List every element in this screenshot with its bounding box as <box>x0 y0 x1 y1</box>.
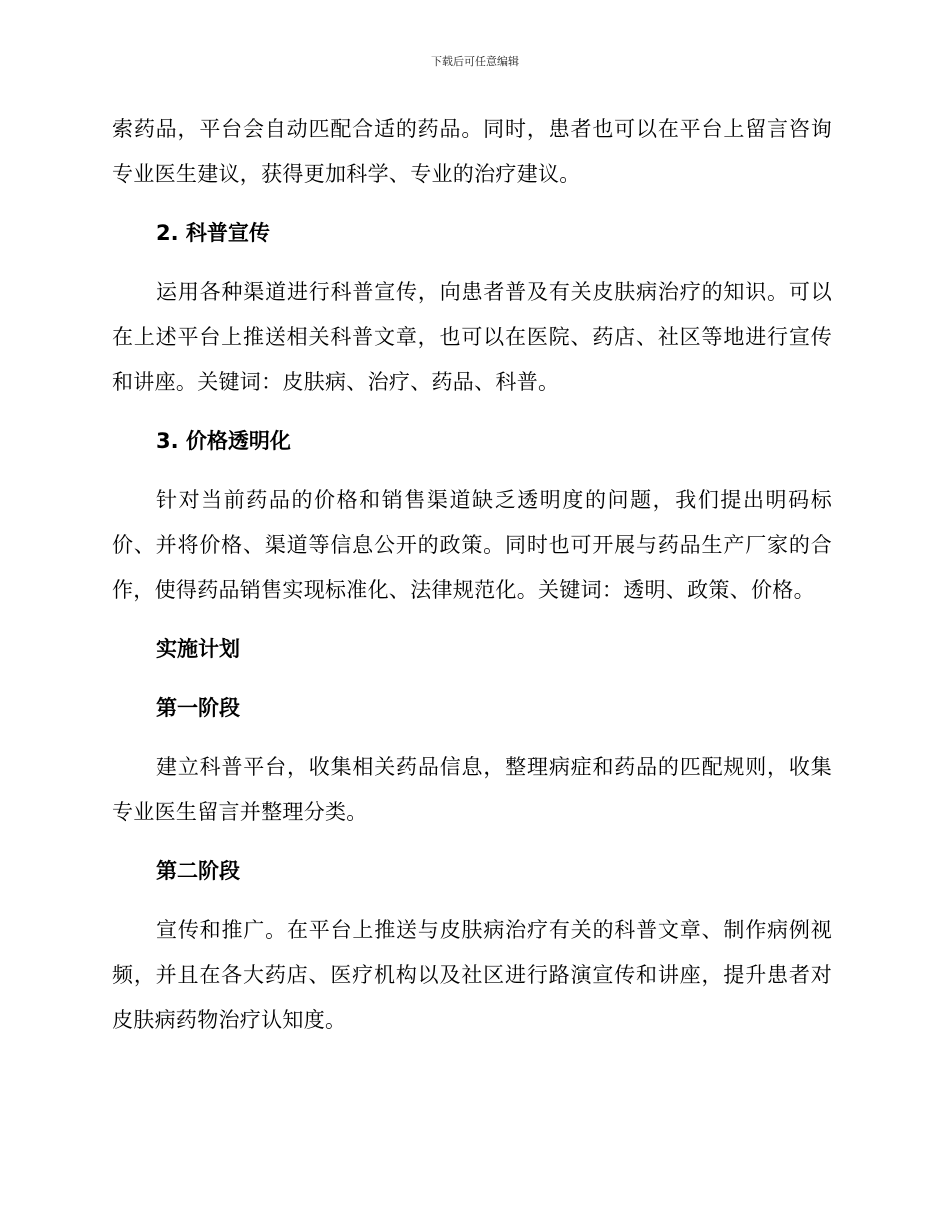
heading-price-transparency: 3. 价格透明化 <box>156 429 291 453</box>
document-body <box>112 107 832 1057</box>
paragraph-science-promotion: 运用各种渠道进行科普宣传，向患者普及有关皮肤病治疗的知识。可以在上述平台上推送相关科普文章，也可以在医院、药店、社区等地进行宣传和讲座。关键词：皮肤病、治疗、药品、科普。 <box>112 280 832 394</box>
heading-implementation-plan: 实施计划 <box>156 637 240 661</box>
heading-science-promotion: 2. 科普宣传 <box>156 221 270 245</box>
paragraph-continued-consultation: 索药品，平台会自动匹配合适的药品。同时，患者也可以在平台上留言咨询专业医生建议，获得更加科学、专业的治疗建议。 <box>112 117 832 186</box>
heading-phase-one: 第一阶段 <box>156 696 240 720</box>
paragraph-phase-one: 建立科普平台，收集相关药品信息，整理病症和药品的匹配规则，收集专业医生留言并整理分类。 <box>112 755 832 824</box>
heading-phase-two: 第二阶段 <box>156 859 240 883</box>
paragraph-phase-two: 宣传和推广。在平台上推送与皮肤病治疗有关的科普文章、制作病例视频，并且在各大药店、医疗机构以及社区进行路演宣传和讲座，提升患者对皮肤病药物治疗认知度。 <box>112 918 832 1032</box>
page-header-note: 下载后可任意编辑 <box>431 55 519 68</box>
paragraph-price-transparency: 针对当前药品的价格和销售渠道缺乏透明度的问题，我们提出明码标价、并将价格、渠道等信息公开的政策。同时也可开展与药品生产厂家的合作，使得药品销售实现标准化、法律规范化。关键词：透明、政策、价格。 <box>112 488 832 602</box>
